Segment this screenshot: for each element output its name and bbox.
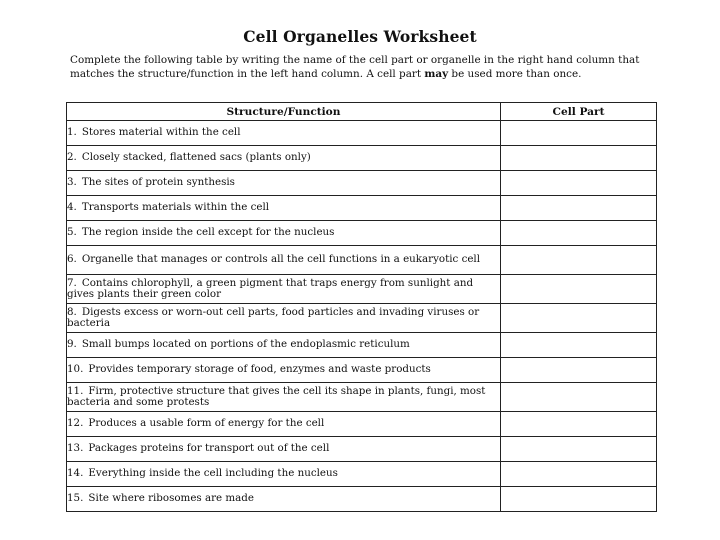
row-number: 13. [67, 442, 84, 455]
row-description: Packages proteins for transport out of the cell [88, 442, 330, 455]
organelles-table [66, 102, 657, 512]
table-row [67, 146, 657, 171]
structure-function-cell [67, 246, 501, 275]
table-row [67, 246, 657, 275]
structure-function-cell [67, 462, 501, 487]
cell-part-answer[interactable] [501, 246, 657, 275]
row-number: 7. [67, 276, 77, 289]
structure-function-cell [67, 383, 501, 412]
cell-part-answer[interactable] [501, 437, 657, 462]
structure-function-cell [67, 358, 501, 383]
structure-function-cell [67, 333, 501, 358]
row-number: 10. [67, 363, 84, 376]
cell-part-answer[interactable] [501, 171, 657, 196]
structure-function-cell [67, 121, 501, 146]
cell-part-answer[interactable] [501, 304, 657, 333]
cell-part-answer[interactable] [501, 221, 657, 246]
structure-function-cell [67, 487, 501, 512]
row-number: 5. [67, 226, 77, 239]
cell-part-answer[interactable] [501, 121, 657, 146]
table-row [67, 412, 657, 437]
structure-function-cell [67, 304, 501, 333]
header-structure-function: Structure/Function [67, 103, 501, 121]
table-row [67, 333, 657, 358]
row-description: Produces a usable form of energy for the cell [88, 417, 325, 430]
table-row [67, 304, 657, 333]
table-row [67, 487, 657, 512]
cell-part-answer[interactable] [501, 412, 657, 437]
row-number: 15. [67, 492, 84, 505]
structure-function-cell [67, 146, 501, 171]
cell-part-answer[interactable] [501, 358, 657, 383]
row-description: Stores material within the cell [81, 126, 241, 139]
row-description: Contains chlorophyll, a green pigment that traps energy from sunlight and gives plants their green color [67, 276, 474, 300]
structure-function-cell [67, 196, 501, 221]
row-description: Provides temporary storage of food, enzymes and waste products [88, 363, 431, 376]
row-description: Transports materials within the cell [81, 201, 270, 214]
row-description: Site where ribosomes are made [88, 492, 254, 505]
structure-function-cell [67, 221, 501, 246]
instructions-emphasis: may [424, 68, 449, 80]
page-title: Cell Organelles Worksheet [243, 27, 477, 46]
row-description: Closely stacked, flattened sacs (plants only) [81, 151, 311, 164]
table-row [67, 121, 657, 146]
row-number: 4. [67, 201, 77, 214]
structure-function-cell [67, 412, 501, 437]
row-number: 8. [67, 305, 77, 318]
row-description: The region inside the cell except for the nucleus [81, 226, 335, 239]
cell-part-answer[interactable] [501, 275, 657, 304]
row-description: The sites of protein synthesis [81, 176, 235, 189]
row-description: Firm, protective structure that gives the cell its shape in plants, fungi, most bacteria and some protests [67, 384, 486, 408]
row-number: 2. [67, 151, 77, 164]
structure-function-cell [67, 437, 501, 462]
row-description: Everything inside the cell including the nucleus [88, 467, 338, 480]
cell-part-answer[interactable] [501, 487, 657, 512]
instructions [70, 53, 660, 81]
header-cell-part: Cell Part [501, 103, 657, 121]
table-row [67, 383, 657, 412]
row-number: 1. [67, 126, 77, 139]
cell-part-answer[interactable] [501, 146, 657, 171]
row-number: 6. [67, 253, 77, 266]
row-number: 14. [67, 467, 84, 480]
table-row [67, 358, 657, 383]
table-row [67, 221, 657, 246]
cell-part-answer[interactable] [501, 383, 657, 412]
table-row [67, 437, 657, 462]
cell-part-answer[interactable] [501, 333, 657, 358]
cell-part-answer[interactable] [501, 196, 657, 221]
row-number: 9. [67, 338, 77, 351]
row-number: 11. [67, 384, 84, 397]
structure-function-cell [67, 275, 501, 304]
instructions-text: Complete the following table by writing the name of the cell part or organelle in the right hand column that matches the structure/function in the left hand column. A cell part [70, 54, 640, 80]
row-description: Organelle that manages or controls all the cell functions in a eukaryotic cell [81, 253, 481, 266]
table-row [67, 196, 657, 221]
row-description: Small bumps located on portions of the endoplasmic reticulum [81, 338, 410, 351]
table-row [67, 171, 657, 196]
cell-part-answer[interactable] [501, 462, 657, 487]
table-row [67, 462, 657, 487]
row-description: Digests excess or worn-out cell parts, food particles and invading viruses or bacteria [67, 305, 480, 329]
row-number: 12. [67, 417, 84, 430]
table-row [67, 275, 657, 304]
header-row [67, 103, 657, 121]
row-number: 3. [67, 176, 77, 189]
instructions-text-end: be used more than once. [448, 68, 582, 80]
structure-function-cell [67, 171, 501, 196]
